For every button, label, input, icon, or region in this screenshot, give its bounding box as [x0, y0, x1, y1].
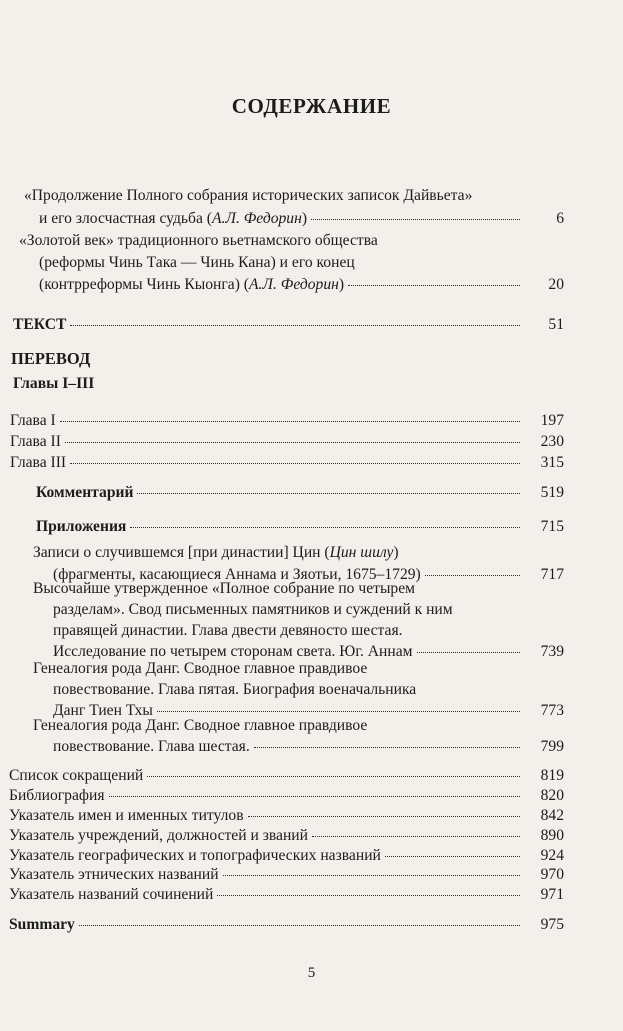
dot-leader: [109, 796, 520, 797]
section-heading-translation: ПЕРЕВОД: [11, 349, 91, 368]
toc-entry-text: ТЕКСТ: [13, 316, 67, 333]
toc-entry-text: Глава III: [10, 454, 67, 471]
dot-leader: [217, 895, 520, 896]
toc-entry-text: Список сокращений: [9, 767, 144, 784]
subsection-heading-chapters: Главы I–III: [13, 375, 95, 392]
dot-leader: [137, 493, 520, 494]
toc-entry-appendix-2-line3: правящей династии. Глава двести девяносто шестая.: [53, 622, 403, 639]
dot-leader: [425, 575, 520, 576]
toc-entry-index-names[interactable]: [9, 807, 564, 825]
toc-entry-appendix-1-line1: Записи о случившемся [при династии] Цин (Цин шилу): [33, 544, 399, 561]
toc-page-number: 315: [540, 454, 564, 471]
toc-entry-text: (контрреформы Чинь Кыонга) (А.Л. Федорин): [39, 276, 345, 293]
toc-page-number: 773: [540, 702, 564, 719]
toc-entry-chapter-1[interactable]: [10, 412, 564, 430]
toc-entry-text: Summary: [9, 916, 75, 933]
toc-entry-index-ethnic[interactable]: [9, 866, 564, 884]
toc-entry-text: Указатель имен и именных титулов: [9, 807, 244, 824]
toc-entry-intro-2[interactable]: [39, 276, 564, 294]
toc-entry-appendix-2-line2: разделам». Свод письменных памятников и суждений к ним: [53, 601, 453, 618]
dot-leader: [147, 776, 520, 777]
toc-entry-text: Данг Тиен Тхы: [53, 702, 153, 719]
toc-entry-text-section[interactable]: [13, 316, 564, 334]
toc-page-number: 20: [548, 276, 564, 293]
toc-entry-intro-2-line1: «Золотой век» традиционного вьетнамского общества: [19, 232, 378, 249]
toc-entry-appendix-4[interactable]: [53, 738, 564, 756]
dot-leader: [130, 527, 520, 528]
toc-page-number: 715: [540, 518, 564, 535]
toc-entry-index-institutions[interactable]: [9, 827, 564, 845]
page-number: 5: [307, 965, 316, 981]
toc-page-number: 6: [556, 210, 564, 227]
dot-leader: [70, 463, 520, 464]
toc-entry-commentary[interactable]: [36, 484, 564, 502]
dot-leader: [60, 421, 520, 422]
toc-page-number: 975: [540, 916, 564, 933]
toc-page-number: 519: [540, 484, 564, 501]
toc-entry-text: Указатель учреждений, должностей и званий: [9, 827, 308, 844]
toc-entry-text: Исследование по четырем сторонам света. Юг. Аннам: [53, 643, 413, 660]
toc-page-number: 819: [540, 767, 564, 784]
dot-leader: [348, 285, 520, 286]
toc-entry-appendix-3-line1: Генеалогия рода Данг. Сводное главное правдивое: [33, 660, 368, 677]
toc-page-number: 717: [540, 566, 564, 583]
dot-leader: [248, 816, 520, 817]
toc-entry-index-works[interactable]: [9, 886, 564, 904]
dot-leader: [385, 856, 520, 857]
toc-page-number: 970: [540, 866, 564, 883]
page-title: СОДЕРЖАНИЕ: [231, 94, 392, 118]
toc-entry-summary[interactable]: [9, 916, 564, 934]
toc-entry-intro-1[interactable]: [39, 210, 564, 228]
toc-entry-intro-1-line1: «Продолжение Полного собрания исторических записок Дайвьета»: [24, 187, 473, 204]
toc-entry-abbreviations[interactable]: [9, 767, 564, 785]
toc-entry-text: Комментарий: [36, 484, 134, 501]
toc-entry-bibliography[interactable]: [9, 787, 564, 805]
toc-entry-index-geography[interactable]: [9, 847, 564, 865]
dot-leader: [254, 747, 520, 748]
toc-entry-text: Указатель названий сочинений: [9, 886, 214, 903]
dot-leader: [79, 925, 520, 926]
toc-entry-appendix-2-line1: Высочайше утвержденное «Полное собрание по четырем: [33, 580, 416, 597]
dot-leader: [157, 711, 520, 712]
dot-leader: [70, 325, 520, 326]
toc-entry-chapter-3[interactable]: [10, 454, 564, 472]
toc-page-number: 890: [540, 827, 564, 844]
toc-entry-appendix-3-line2: повествование. Глава пятая. Биография военачальника: [53, 681, 417, 698]
toc-entry-text: Библиография: [9, 787, 105, 804]
toc-entry-intro-2-line2: (реформы Чинь Така — Чинь Кана) и его конец: [39, 254, 355, 271]
toc-page-number: 51: [548, 316, 564, 333]
toc-page-number: 230: [540, 433, 564, 450]
toc-entry-text: Указатель этнических названий: [9, 866, 219, 883]
dot-leader: [417, 652, 521, 653]
toc-page-number: 842: [540, 807, 564, 824]
toc-entry-text: повествование. Глава шестая.: [53, 738, 250, 755]
toc-entry-text: Глава II: [10, 433, 61, 450]
toc-entry-text: Глава I: [10, 412, 56, 429]
toc-entry-text: Указатель географических и топографических названий: [9, 847, 381, 864]
dot-leader: [65, 442, 520, 443]
toc-page-number: 820: [540, 787, 564, 804]
toc-page-number: 799: [540, 738, 564, 755]
dot-leader: [311, 219, 520, 220]
toc-page-number: 924: [540, 847, 564, 864]
toc-entry-text: (фрагменты, касающиеся Аннама и Зяотьи, 1675–1729): [53, 566, 421, 583]
toc-entry-appendix-2[interactable]: [53, 643, 564, 661]
toc-page-number: 739: [540, 643, 564, 660]
dot-leader: [223, 875, 520, 876]
toc-entry-appendices[interactable]: [36, 518, 564, 536]
toc-entry-chapter-2[interactable]: [10, 433, 564, 451]
toc-entry-appendix-4-line1: Генеалогия рода Данг. Сводное главное правдивое: [33, 717, 368, 734]
toc-entry-text: Приложения: [36, 518, 127, 535]
toc-page-number: 971: [540, 886, 564, 903]
toc-entry-text: и его злосчастная судьба (А.Л. Федорин): [39, 210, 308, 227]
toc-page-number: 197: [540, 412, 564, 429]
dot-leader: [312, 836, 520, 837]
